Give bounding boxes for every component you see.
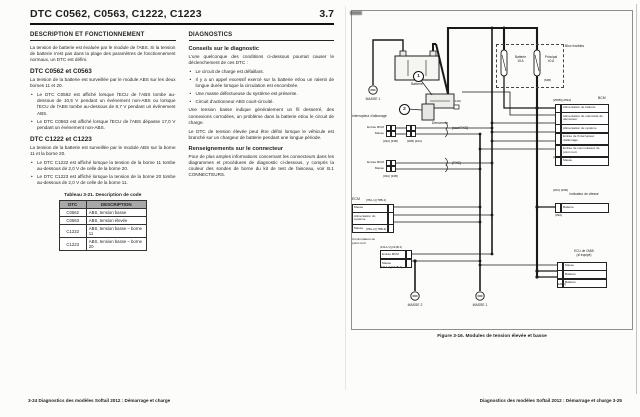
- ground-1-top-label: MASSE 1: [365, 97, 381, 101]
- ecm-connector-top-label: [78A-1] [78B-1]: [366, 198, 387, 202]
- bullet-item: • Le DTC C0562 est affiché lorsque l'ECU de l'ABS tombe au-dessous de 10,5 V pendant un événement non-ABS ou lorsque l'ECU de l'ABS tombe au-dessous de 8,7 V pendant un événement ABS.: [30, 92, 176, 116]
- fuse-main-label: [541, 56, 561, 64]
- bcm-title: BCM: [598, 96, 606, 100]
- bcm-row-label: Alimentation de solénoïde de démarreur: [561, 112, 609, 125]
- ignition-switch-title: Interrupteur d'allumage: [352, 114, 387, 118]
- callout-1: 1: [413, 71, 424, 82]
- ignition-connector-pair-3: [386, 160, 396, 172]
- fuse-block-title: Bloc fusibles: [565, 44, 585, 48]
- speedo-row: [555, 203, 609, 213]
- fuse-main-rating: 40 A: [547, 58, 555, 63]
- column-description: [30, 32, 176, 251]
- fuse-block-connector-label: [64B]: [544, 78, 552, 82]
- ignition-connector-pair-1: [386, 125, 396, 137]
- abs-row-label: Batterie: [563, 279, 607, 288]
- table-cell-desc: ABS, tension basse: [86, 209, 146, 217]
- fuse-battery-name: Batterie: [515, 55, 526, 59]
- table-cell-code: C0562: [59, 209, 86, 217]
- speedometer-title: Indicateur de vitesse: [569, 191, 599, 196]
- starter-label: Démarreur: [431, 121, 449, 125]
- subheading-dtc-c1222: DTC C1222 et C1223: [30, 135, 92, 143]
- subheading-conseils: Conseils sur le diagnostic: [188, 46, 259, 52]
- starter-connector-label: [128]: [454, 99, 461, 103]
- neutral-switch-title: Commutateur de point mort: [352, 237, 376, 245]
- section-heading-description: DESCRIPTION ET FONCTIONNEMENT: [30, 32, 176, 41]
- bullet-item: • Le DTC C0563 est affiché lorsque l'ECU de l'ABS dépasse 17,0 V pendant un événement non-ABS.: [30, 119, 176, 131]
- table-cell-code: C0563: [59, 217, 86, 225]
- ecm-row-label: Masse: [352, 204, 388, 213]
- bullet-item: • Le DTC C1223 est affiché lorsque la tension de la borne 20 tombe au-dessous de 2,0 V de celle de la borne 11.: [30, 174, 176, 186]
- ground-2-bottom-label: MASSE 2: [407, 303, 423, 307]
- bcm-row: [555, 112, 609, 125]
- fuse-block-box: [496, 44, 564, 88]
- bullet-item: • Le DTC C1222 est affiché lorsque la tension de la borne 11 tombe au-dessous de 2,0 V de celle de la borne 20.: [30, 160, 176, 172]
- callout-2: 2: [399, 104, 410, 115]
- ecm-row-label: Masse: [352, 224, 388, 233]
- ignition-row-label: Entrée BCM: [367, 159, 384, 164]
- bullet-item: • Circuit d'actionneur ABS court-circuité.: [189, 99, 335, 105]
- paragraph: Le DTC de tension élevée peut être défini lorsque le véhicule est branché sur un chargeur de batterie pendant une longue période.: [188, 128, 334, 140]
- ignition-row-label: Entrée BCM: [367, 124, 384, 129]
- ecm-title: ECM: [352, 197, 360, 201]
- bcm-connector-top-label: [258B] [259A]: [553, 97, 572, 102]
- paragraph: La tension de la batterie est surveillée par le module ABS sur les deux bornes 11 et 20.: [30, 77, 176, 89]
- bullet-item: • Une masse défectueuse du système est présente.: [189, 91, 335, 97]
- bcm-row: [555, 133, 609, 146]
- bullet-item: • Il y a un appel excessif exercé sur la batterie et/ou un ralenti de longue durée lorsque la circulation est encombrée.: [189, 77, 335, 89]
- ignition-connector-label-33: [33A] [33B]: [383, 139, 398, 143]
- neutral-row-label: Masse: [380, 259, 406, 269]
- ignition-connector-label-20: [20B] [20A]: [407, 139, 422, 143]
- neutral-pin: [406, 259, 412, 269]
- table-cell-code: C1223: [59, 238, 86, 251]
- abs-row-label: Masse: [563, 262, 607, 271]
- table-cell-desc: ABS, tension basse – borne 20: [86, 238, 146, 251]
- abs-ecu-subtitle: (si équipé): [576, 252, 592, 257]
- battery-label: Batterie: [411, 82, 423, 86]
- fuse-battery-rating: 15 A: [517, 58, 524, 63]
- section-heading-diagnostics: DIAGNOSTICS: [189, 32, 335, 41]
- ignition-connector-label-33b: [33A] [33B]: [383, 174, 398, 178]
- abs-connector-bottom-label: [166A]: [557, 282, 566, 286]
- table-header-description: DESCRIPTION: [86, 201, 146, 209]
- ignition-connector-pair-2: [406, 125, 416, 137]
- table-cell-desc: ABS, tension élevée: [86, 217, 146, 225]
- fuse-battery-label: [509, 56, 532, 64]
- column-diagnostics: [189, 32, 335, 251]
- neutral-row-label: Entrée BCM: [380, 250, 406, 260]
- abs-ecu-title: [562, 250, 606, 257]
- table-row: [59, 209, 146, 217]
- bcm-row-label: Alimentation de système: [561, 124, 609, 133]
- text-columns: [30, 32, 334, 251]
- ignition-variant-1-label: (sauf FXS): [452, 126, 469, 130]
- table-cell-desc: ABS, tension basse – borne 11: [86, 225, 146, 238]
- bcm-row-label: Entrée de commutateur de point mort: [561, 145, 609, 158]
- ecm-row: [352, 212, 394, 225]
- abs-row-label: Batterie: [563, 270, 607, 279]
- section-number: 3.7: [319, 8, 334, 20]
- bullet-item: • Le circuit de charge est défaillant.: [189, 69, 335, 75]
- ecm-row-label: Alimentation du système: [352, 212, 388, 225]
- table-header-dtc: DTC: [59, 201, 86, 209]
- paragraph: L'une quelconque des conditions ci-dessous pourrait causer le déclenchement de ces DTC :: [188, 54, 334, 66]
- paragraph: La tension de la batterie est surveillée par le module ABS sur la borne 11 et la borne 20.: [30, 144, 176, 156]
- right-page-edge: [636, 4, 637, 394]
- subheading-connecteur: Renseignements sur le connecteur: [188, 145, 284, 152]
- bcm-row-label: Entrée de l'interrupteur d'allumage: [561, 133, 609, 146]
- table-cell-code: C1222: [59, 225, 86, 238]
- ecm-pin: [388, 212, 394, 225]
- ecm-pin: [388, 224, 394, 233]
- bcm-row-label: Alimentation de batterie: [561, 104, 609, 113]
- table-row: [59, 217, 146, 225]
- paragraph-intro: La tension de batterie est évaluée par le module de l'ABS. Si la tension de batterie n'est pas dans la plage des paramètres de fonctionnement normaux, un DTC est défini.: [30, 45, 176, 63]
- subheading-dtc-c0562: DTC C0562 et C0563: [30, 68, 92, 76]
- paragraph: Une tension basse indique généralement un fil desserré, des connexions corrodées, un problème dans la batterie et/ou le circuit de charge.: [188, 107, 334, 125]
- figure-caption: Figure 3-16. Modules de tension élevée et basse: [437, 334, 547, 339]
- bcm-row-label: Masse: [561, 157, 609, 166]
- table-row: [59, 238, 146, 251]
- page-title: DTC C0562, C0563, C1222, C1223: [30, 8, 202, 20]
- page-gap-divider: [345, 6, 346, 390]
- speedo-row-label: Batterie: [561, 203, 609, 213]
- neutral-connector-bottom-label: [131A-2] [131B-2]: [380, 265, 402, 269]
- ignition-row-label: Masse: [374, 130, 384, 135]
- ignition-row-label: Masse: [374, 165, 384, 170]
- fuse-main-name: Principal: [544, 55, 558, 59]
- wiring-diagram-figure: [350, 8, 636, 360]
- ground-1-bottom-label: MASSE 1: [472, 303, 488, 307]
- footer-left-page: 3-24 Diagnostics des modèles Softail 2012 : Démarrage et charge: [28, 398, 171, 403]
- paragraph: Pour de plus amples informations concernant les connecteurs dans les diagrammes et procédures de diagnostic ci-dessous, y compris la couleur des sondes de borne du kit de test de faisceau, voir B.1 CONNECTEURS.: [188, 153, 334, 177]
- ignition-variant-2-label: (FXS): [452, 161, 461, 165]
- bcm-connector-bottom-label: [242B] [242A]: [553, 155, 572, 159]
- ecm-connector-bottom-label: [78A-2] [78B-2]: [366, 227, 387, 231]
- speedometer-module: [555, 204, 609, 213]
- footer-right-page: Diagnostics des modèles Softail 2012 : Démarrage et charge 3-25: [479, 398, 622, 403]
- left-page: [30, 8, 334, 251]
- table-caption: Tableau 3-21. Description de code: [64, 193, 142, 199]
- speedo-connector-top-label: [20A] [20B]: [553, 188, 568, 192]
- page-header: [30, 8, 334, 25]
- abs-ecu-title-line: ECU de l'ABS: [574, 249, 594, 253]
- dtc-code-table: [59, 200, 147, 251]
- neutral-connector-top-label: [131A-1] [131B-1]: [380, 244, 402, 249]
- speedo-connector-bottom-label: [39A]: [555, 213, 563, 217]
- table-row: [59, 225, 146, 238]
